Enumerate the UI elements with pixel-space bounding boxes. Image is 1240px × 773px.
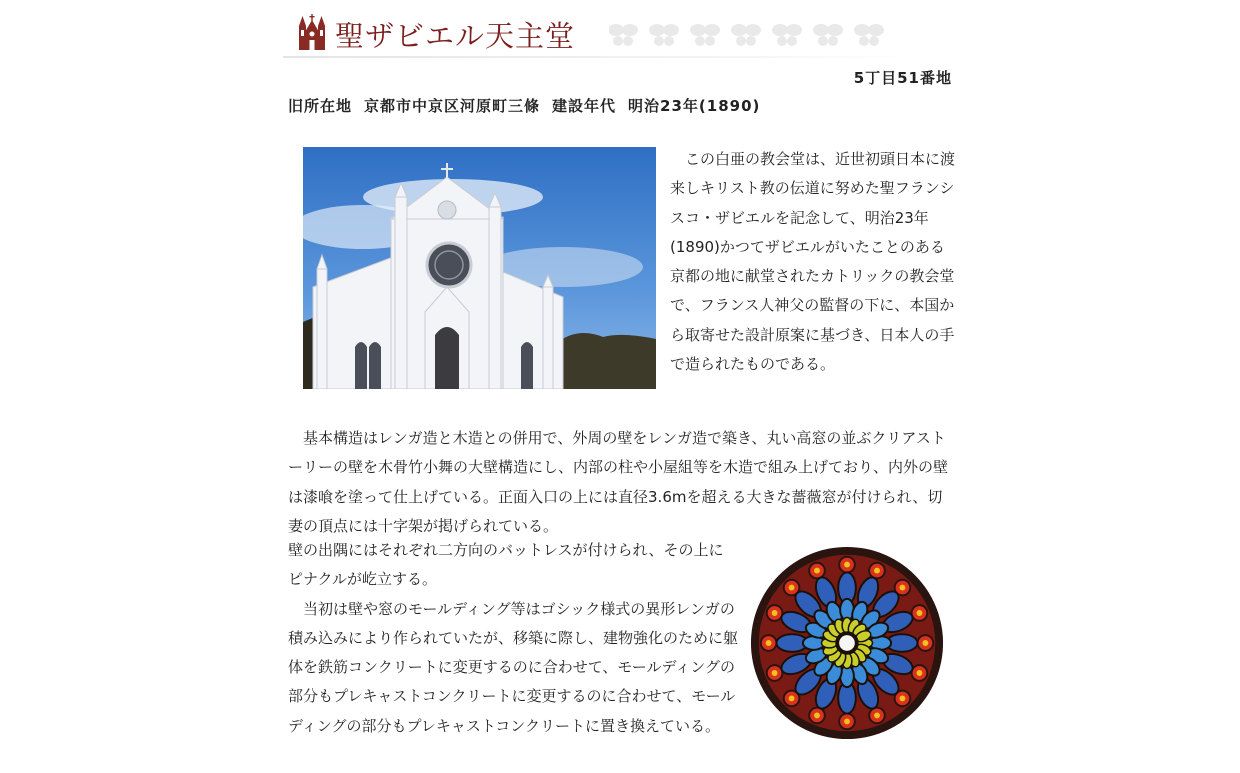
church-icon [295,12,329,52]
butterfly-pattern-icon [609,18,909,52]
header [283,8,923,58]
structure-paragraph: 基本構造はレンガ造と木造との併用で、外周の壁をレンガ造で築き、丸い高窓の並ぶクリアストーリーの壁を木骨竹小舞の大壁構造にし、内部の柱や小屋組等を木造で組み上げており、内外の壁は漆喰を塗って仕上げている。正面入口の上には直径3.6mを超える大きな薔薇窓が付けられ、切妻の頂点には十字架が掲げられている。 [288,429,949,535]
location-label: 旧所在地 [288,97,353,115]
intro-paragraph: この白亜の教会堂は、近世初頭日本に渡来しキリスト教の伝道に努めた聖フランシスコ・ザビエルを記念して、明治23年(1890)かつてザビエルがいたことのある京都の地に献堂されたカトリックの教会堂で、フランス人神父の監督の下に、本国から取寄せた設計原案に基づき、日本人の手で造られたものである。 [670,150,956,374]
rose-window-image [749,545,945,741]
molding-paragraph: 当初は壁や窓のモールディング等はゴシック様式の異形レンガの積み込みにより作られていたが、移築に際し、建物強化のために躯体を鉄筋コンクリートに変更するのに合わせて、モールディングの部分もプレキャストコンクリートに変更するのに合わせて、モールディングの部分もプレキャストコンクリートに置き換えている。 [288,599,739,735]
header-divider [283,56,923,58]
church-photo [303,147,656,389]
location-value: 京都市中京区河原町三條 [364,97,541,115]
built-label: 建設年代 [552,97,617,115]
details-text [288,536,738,741]
built-value: 明治23年(1890) [628,97,761,115]
page-title: 聖ザビエル天主堂 [335,19,576,53]
buttress-paragraph: 壁の出隅にはそれぞれ二方向のバットレスが付けられ、その上にピナクルが屹立する。 [288,541,724,589]
address-line: 5丁目51番地 [853,69,952,87]
info-line [288,95,928,116]
